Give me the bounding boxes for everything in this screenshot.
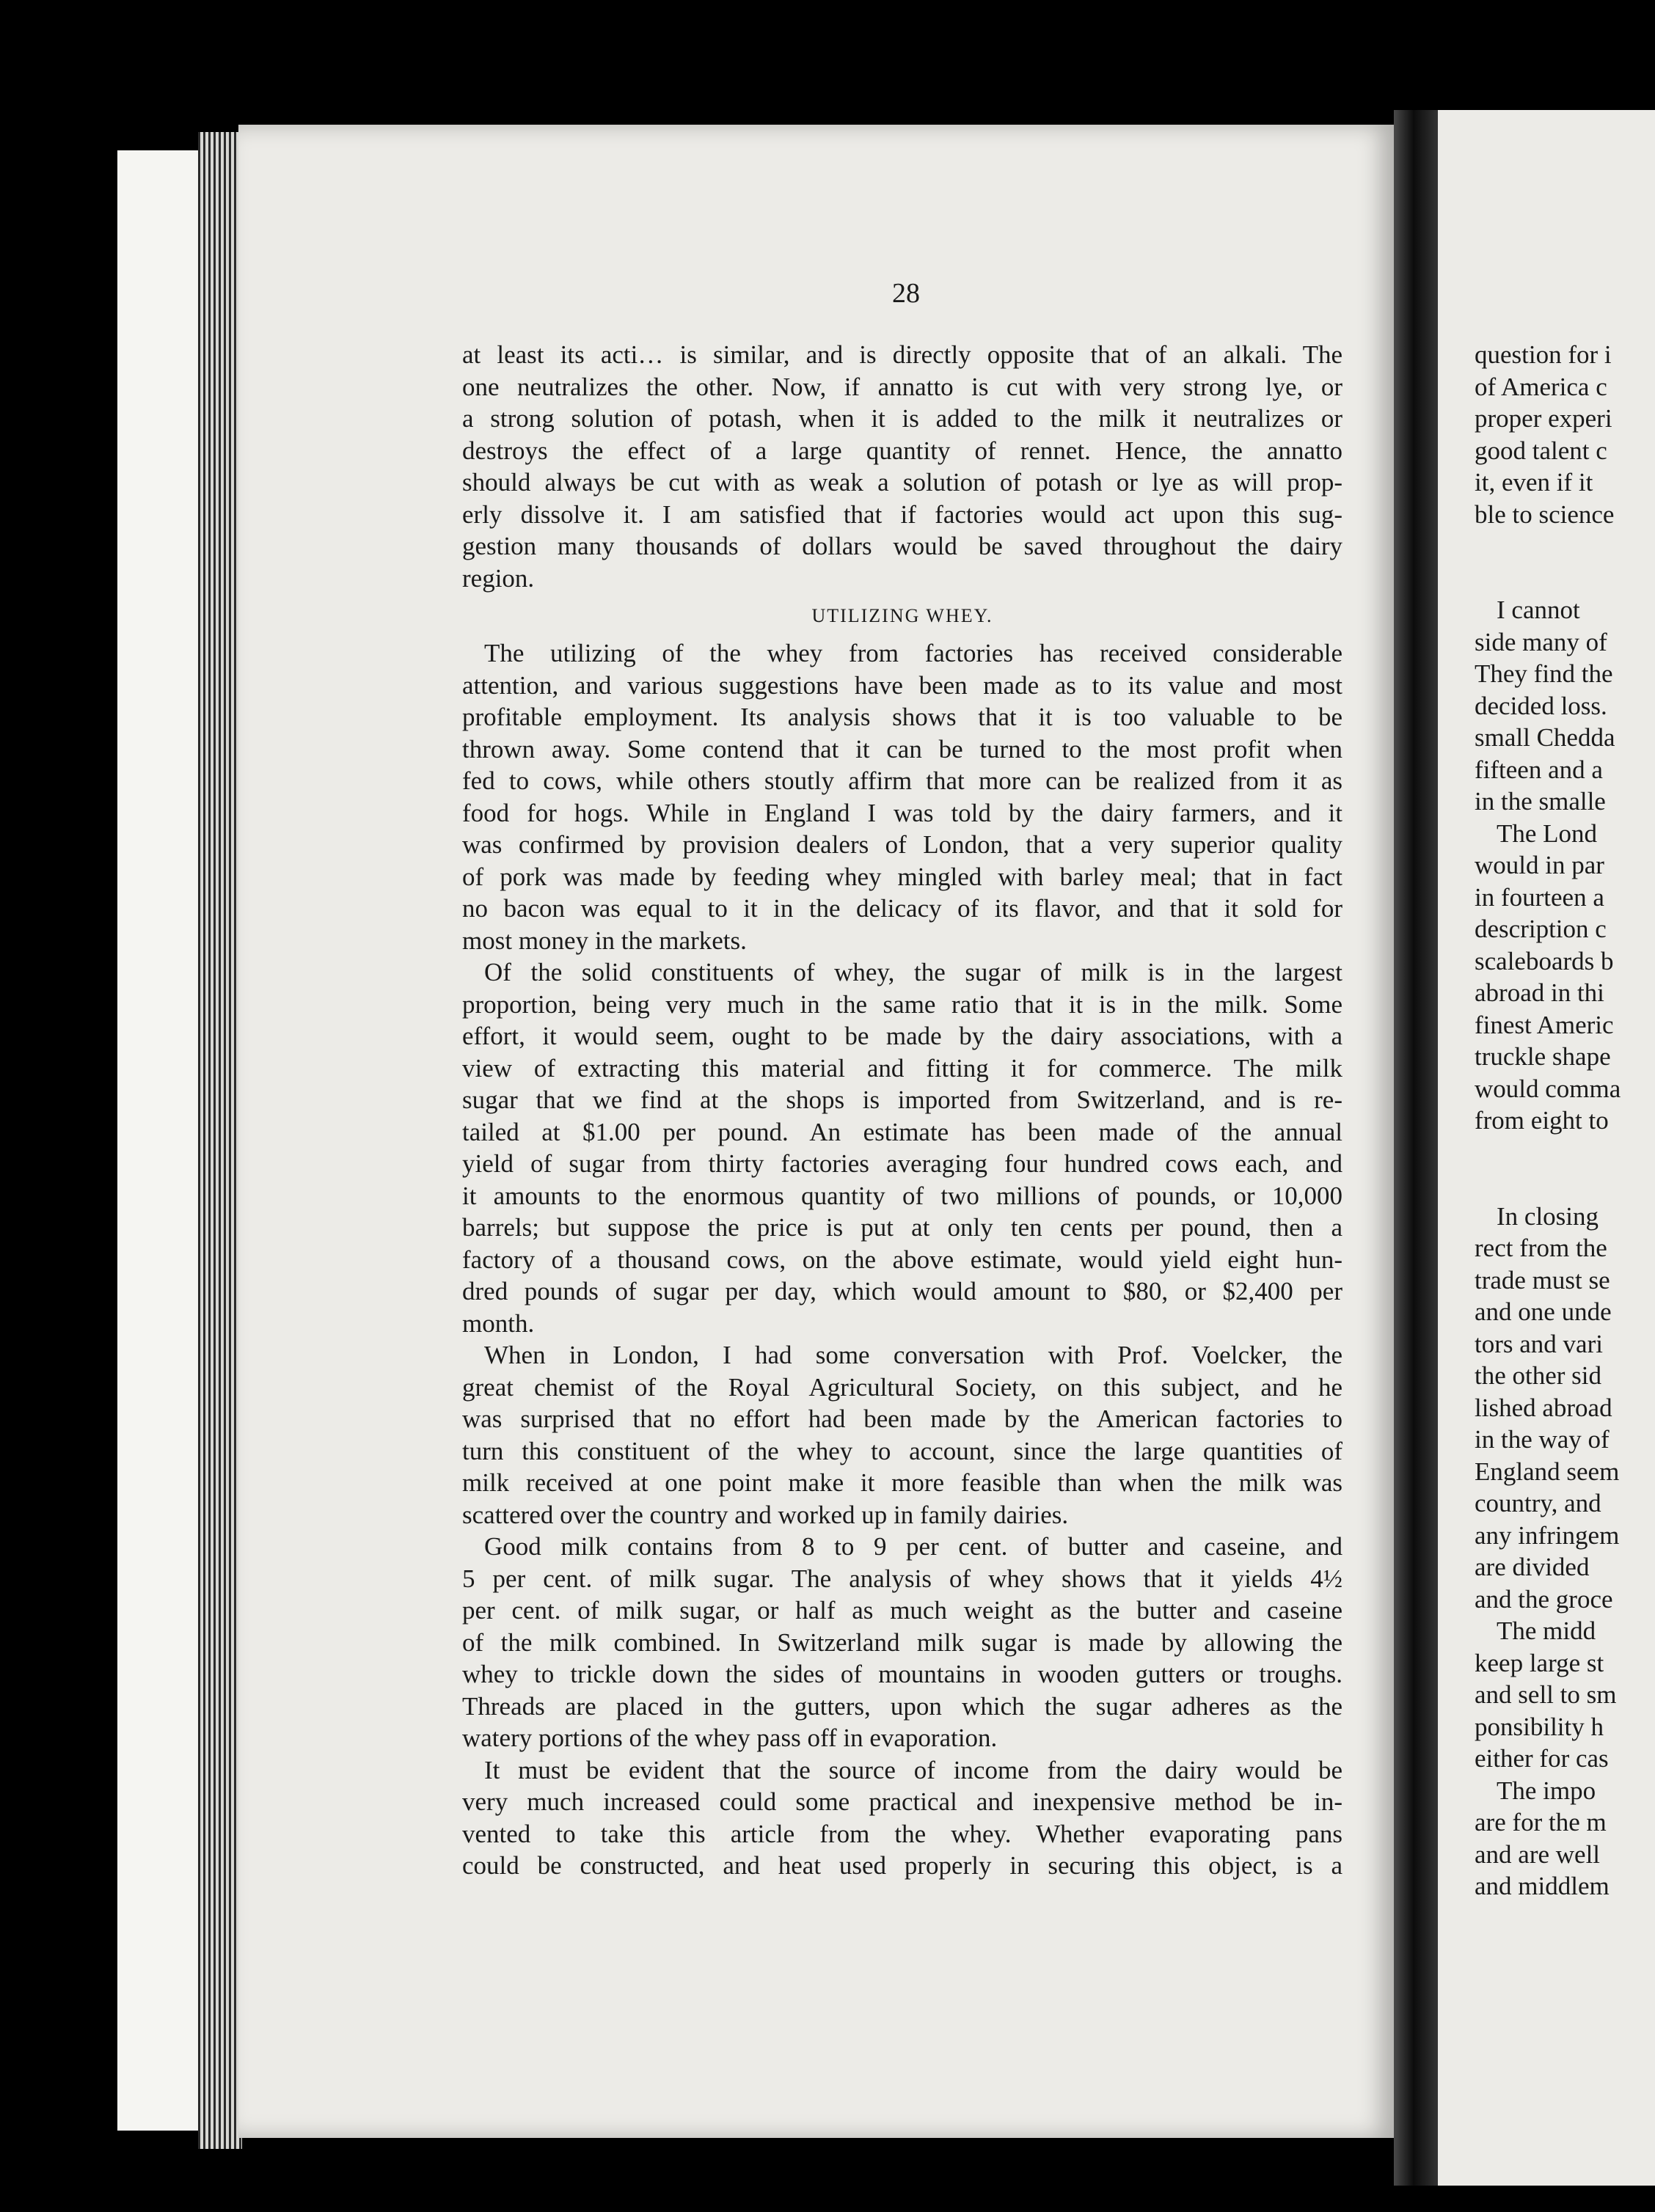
text-line: it, even if it [1475,468,1593,497]
text-line: The midd [1497,1616,1596,1645]
text-line: most money in the markets. [462,926,747,955]
text-line: thrown away. Some contend that it can be turned to the most profit when [462,734,1342,763]
text-line: from eight to [1475,1106,1609,1135]
text-line: in the way of [1475,1425,1610,1454]
text-line: effort, it would seem, ought to be made by the dairy associations, with a [462,1022,1342,1050]
text-line: very much increased could some practical and inexpensive method be in- [462,1787,1342,1816]
text-line: scaleboards b [1475,946,1614,975]
text-line: no bacon was equal to it in the delicacy of its flavor, and that it sold for [462,894,1342,923]
text-line: ble to science [1475,499,1615,529]
text-line: lished abroad [1475,1393,1612,1422]
text-line: and sell to sm [1475,1680,1617,1709]
book-gutter [1394,110,1438,2186]
text-line: I cannot [1497,596,1580,624]
text-line: view of extracting this material and fitting it for commerce. The milk [462,1053,1342,1083]
text-line: The Lond [1497,818,1598,848]
text-line: side many of [1475,627,1607,656]
text-line: In closing [1497,1201,1599,1231]
text-line: good talent c [1475,436,1607,465]
blank-line [1475,1137,1655,1169]
text-line: vented to take this article from the whey. Whether evaporating pans [462,1819,1342,1848]
text-line: country, and [1475,1489,1601,1517]
text-line: are divided [1475,1553,1590,1581]
text-line: should always be cut with as weak a solution of potash or lye as will prop- [462,468,1342,497]
text-line: was surprised that no effort had been made by the American factories to [462,1405,1342,1433]
text-line: Of the solid constituents of whey, the sugar of milk is in the largest [484,958,1342,986]
text-line: the other sid [1475,1361,1602,1390]
text-line: trade must se [1475,1265,1610,1294]
text-line: in the smalle [1475,787,1606,816]
text-line: proportion, being very much in the same ratio that it is in the milk. Some [462,989,1342,1019]
text-line: of the milk combined. In Switzerland milk sugar is made by allowing the [462,1627,1342,1657]
text-line: destroys the effect of a large quantity of rennet. Hence, the annatto [462,436,1342,465]
text-line: would comma [1475,1074,1621,1103]
page-stack-edge [198,132,242,2149]
text-line: barrels; but suppose the price is put at only ten cents per pound, then a [462,1213,1342,1242]
text-line: ponsibility h [1475,1712,1604,1741]
text-line: in fourteen a [1475,882,1604,912]
text-line: fifteen and a [1475,755,1603,784]
text-line: factory of a thousand cows, on the above estimate, would yield eight hun- [462,1245,1342,1274]
text-line: proper experi [1475,404,1612,433]
text-line: would in par [1475,851,1604,879]
blank-line [1475,1168,1655,1201]
text-line: great chemist of the Royal Agricultural Society, on this subject, and he [462,1372,1342,1402]
text-line: attention, and various suggestions have been made as to its value and most [462,670,1342,700]
text-line: and one unde [1475,1297,1612,1326]
text-line: of pork was made by feeding whey mingled with barley meal; that in fact [462,862,1342,891]
text-line: and are well [1475,1839,1601,1869]
text-line: gestion many thousands of dollars would be saved throughout the dairy [462,532,1342,560]
text-line: one neutralizes the other. Now, if annatto is cut with very strong lye, or [462,372,1342,401]
text-line: sugar that we find at the shops is imported from Switzerland, and is re- [462,1085,1342,1114]
text-line: profitable employment. Its analysis shows that it is too valuable to be [462,703,1342,731]
text-line: They find the [1475,659,1613,688]
text-line: question for i [1475,340,1612,369]
text-line: The impo [1497,1776,1596,1805]
text-line: small Chedda [1475,723,1615,752]
text-line: description c [1475,915,1607,943]
text-line: could be constructed, and heat used properly in securing this object, is a [462,1851,1342,1880]
left-page-edge [117,150,205,2131]
text-line: fed to cows, while others stoutly affirm that more can be realized from it as [462,766,1342,795]
text-line: decided loss. [1475,691,1607,720]
text-line: region. [462,563,535,593]
main-text-column [462,339,1342,1882]
text-line: truckle shape [1475,1042,1611,1071]
page-number: 28 [892,278,920,309]
text-line: England seem [1475,1457,1620,1486]
text-line: yield of sugar from thirty factories averaging four hundred cows each, and [462,1149,1342,1178]
text-line: abroad in thi [1475,978,1604,1007]
text-line: any infringem [1475,1520,1620,1550]
text-line: it amounts to the enormous quantity of two millions of pounds, or 10,000 [462,1181,1342,1210]
text-line: dred pounds of sugar per day, which would amount to $80, or $2,400 per [462,1277,1342,1305]
text-line: When in London, I had some conversation with Prof. Voelcker, the [484,1341,1342,1369]
text-line: a strong solution of potash, when it is added to the milk it neutralizes or [462,404,1342,433]
text-line: The utilizing of the whey from factories has received considerable [484,639,1342,667]
text-line: at least its acti… is similar, and is directly opposite that of an alkali. The [462,340,1342,369]
text-line: Threads are placed in the gutters, upon which the sugar adheres as the [462,1691,1342,1721]
text-line: finest Americ [1475,1010,1614,1039]
text-line: was confirmed by provision dealers of London, that a very superior quality [462,830,1342,859]
text-line: and middlem [1475,1872,1610,1900]
text-line: Good milk contains from 8 to 9 per cent. of butter and caseine, and [484,1532,1342,1561]
text-line: whey to trickle down the sides of mountains in wooden gutters or troughs. [462,1660,1342,1688]
text-line: turn this constituent of the whey to account, since the large quantities of [462,1436,1342,1465]
text-line: 5 per cent. of milk sugar. The analysis of whey shows that it yields 4½ [462,1564,1342,1593]
text-line: milk received at one point make it more feasible than when the milk was [462,1468,1342,1497]
right-page-text-column [1475,339,1655,1902]
text-line: scattered over the country and worked up in family dairies. [462,1500,1069,1529]
text-line: either for cas [1475,1744,1609,1773]
text-line: It must be evident that the source of income from the dairy would be [484,1755,1342,1784]
blank-line [1475,530,1655,563]
text-line: rect from the [1475,1234,1607,1262]
text-line: are for the m [1475,1808,1607,1836]
blank-line [1475,563,1655,595]
text-line: erly dissolve it. I am satisfied that if factories would act upon this sug- [462,499,1342,529]
text-line: month. [462,1308,535,1338]
text-line: per cent. of milk sugar, or half as much weight as the butter and caseine [462,1596,1342,1625]
text-line: keep large st [1475,1648,1604,1677]
text-line: watery portions of the whey pass off in evaporation. [462,1724,998,1752]
text-line: and the groce [1475,1584,1613,1614]
text-line: tors and vari [1475,1329,1603,1358]
section-heading: UTILIZING WHEY. [811,605,993,626]
text-line: tailed at $1.00 per pound. An estimate has been made of the annual [462,1117,1342,1146]
text-line: of America c [1475,372,1607,401]
text-line: food for hogs. While in England I was told by the dairy farmers, and it [462,798,1342,827]
